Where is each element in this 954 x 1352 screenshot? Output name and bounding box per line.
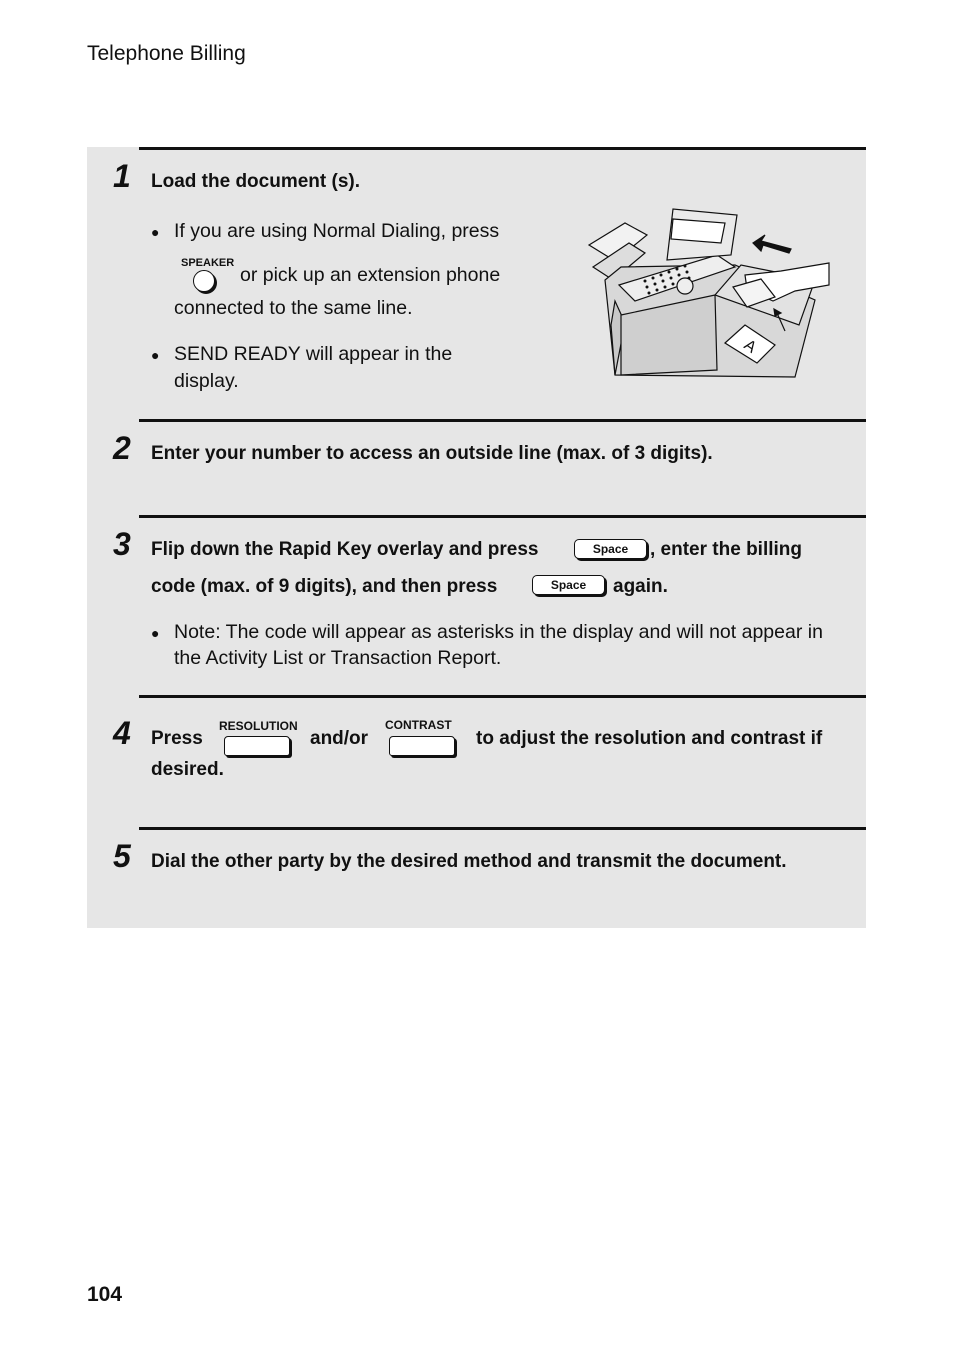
step-3-number: 3 [113,526,131,562]
resolution-key-label: RESOLUTION [219,719,298,733]
step-4-press: Press [151,728,203,749]
step-5-text: Dial the other party by the desired method and transmit the document. [151,851,787,872]
step-3-rule [139,515,866,518]
step-1-title: Load the document (s). [151,171,360,192]
step-2-number: 2 [113,430,131,466]
bullet-icon: ● [151,625,160,641]
step-1-bullet-2b: display. [174,370,239,392]
step-4-number: 4 [113,715,131,751]
step-4-and-or: and/or [310,728,369,749]
step-5-rule [139,827,866,830]
contrast-key-icon [389,736,455,756]
step-1-rule [139,147,866,150]
space-key-button: Space [574,539,647,559]
bullet-icon: ● [151,347,160,363]
step-3-line2a: code (max. of 9 digits), and then press [151,576,498,597]
step-4-rest: to adjust the resolution and contrast if [476,728,823,749]
step-1-bullet-1a: If you are using Normal Dialing, press [174,220,500,242]
step-1-number: 1 [113,158,131,194]
step-2-text: Enter your number to access an outside line (max. of 3 digits). [151,443,713,464]
step-1-bullet-2a: SEND READY will appear in the [174,343,453,365]
speaker-key-label: SPEAKER [181,257,235,269]
step-3-line2b: again. [613,576,668,597]
step-4-line2: desired. [151,759,224,780]
step-3-line1a: Flip down the Rapid Key overlay and press [151,539,539,560]
speaker-key-icon [193,270,215,292]
contrast-key-label: CONTRAST [385,718,452,732]
step-1-bullet-1b: or pick up an extension phone [240,264,501,286]
step-3-line1b: , enter the billing [650,539,803,560]
step-4-rule [139,695,866,698]
document-letter: A [740,336,760,357]
page-header: Telephone Billing [87,42,246,65]
step-3-note-line1: Note: The code will appear as asterisks in the display and will not appear in [174,621,823,643]
fax-machine-illustration [585,205,830,380]
page-number: 104 [87,1283,123,1306]
step-3-note-line2: the Activity List or Transaction Report. [174,647,502,669]
step-5-number: 5 [113,838,131,874]
resolution-key-icon [224,736,290,756]
bullet-icon: ● [151,224,160,240]
step-1-bullet-1c: connected to the same line. [174,297,413,319]
space-key-button: Space [532,575,605,595]
step-2-rule [139,419,866,422]
